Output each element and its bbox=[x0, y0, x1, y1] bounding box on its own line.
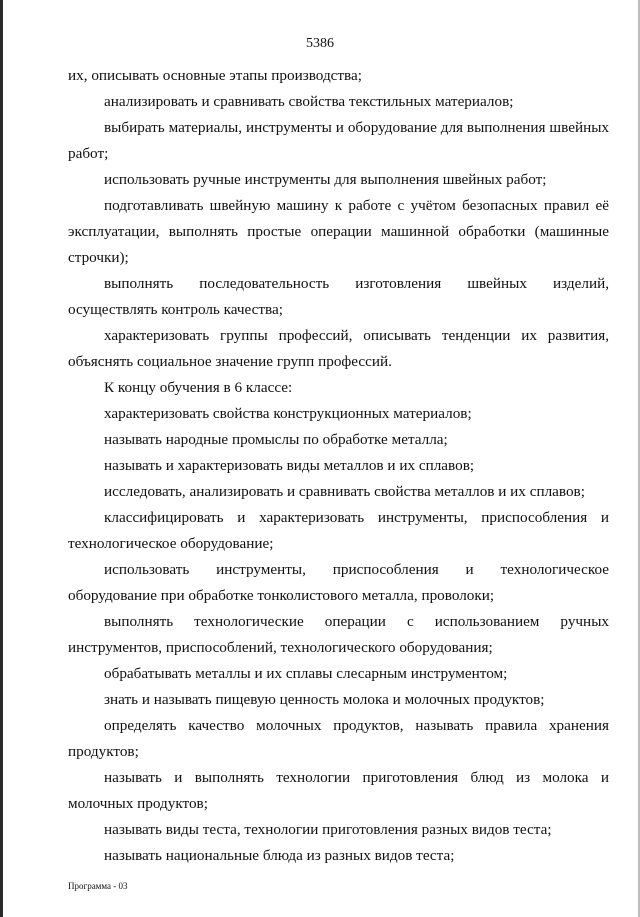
section-heading: К концу обучения в 6 классе: bbox=[104, 379, 293, 396]
paragraph: называть национальные блюда из разных видов теста; bbox=[104, 847, 455, 864]
paragraph: называть и выполнять технологии приготовления блюд из молока и молочных продуктов; bbox=[68, 769, 609, 812]
paragraph: называть народные промыслы по обработке металла; bbox=[104, 431, 448, 448]
scan-left-edge bbox=[0, 0, 3, 917]
page-footer: Программа - 03 bbox=[68, 881, 128, 891]
page-number: 5386 bbox=[306, 36, 334, 51]
paragraph: выполнять технологические операции с использованием ручных инструментов, приспособлений, технологического оборудования; bbox=[68, 613, 609, 656]
paragraph: называть виды теста, технологии приготовления разных видов теста; bbox=[104, 821, 552, 838]
paragraph: характеризовать свойства конструкционных материалов; bbox=[104, 405, 472, 422]
paragraph: использовать инструменты, приспособления и технологическое оборудование при обработке тонколистового металла, проволоки; bbox=[68, 561, 609, 604]
document-body bbox=[68, 63, 609, 869]
paragraph: анализировать и сравнивать свойства текстильных материалов; bbox=[104, 93, 514, 110]
paragraph: классифицировать и характеризовать инструменты, приспособления и технологическое оборудование; bbox=[68, 509, 609, 552]
paragraph: определять качество молочных продуктов, называть правила хранения продуктов; bbox=[68, 717, 609, 760]
paragraph: подготавливать швейную машину к работе с учётом безопасных правил её эксплуатации, выполнять простые операции машинной обработки (машинные строчки); bbox=[68, 197, 609, 266]
paragraph: характеризовать группы профессий, описывать тенденции их развития, объяснять социальное значение групп профессий. bbox=[68, 327, 609, 370]
paragraph: выполнять последовательность изготовления швейных изделий, осуществлять контроль качества; bbox=[68, 275, 609, 318]
paragraph: выбирать материалы, инструменты и оборудование для выполнения швейных работ; bbox=[68, 119, 609, 162]
paragraph: их, описывать основные этапы производства; bbox=[68, 67, 362, 84]
paragraph: исследовать, анализировать и сравнивать свойства металлов и их сплавов; bbox=[104, 483, 585, 500]
paragraph: использовать ручные инструменты для выполнения швейных работ; bbox=[104, 171, 547, 188]
paragraph: обрабатывать металлы и их сплавы слесарным инструментом; bbox=[104, 665, 508, 682]
paragraph: знать и называть пищевую ценность молока и молочных продуктов; bbox=[104, 691, 545, 708]
paragraph: называть и характеризовать виды металлов и их сплавов; bbox=[104, 457, 475, 474]
